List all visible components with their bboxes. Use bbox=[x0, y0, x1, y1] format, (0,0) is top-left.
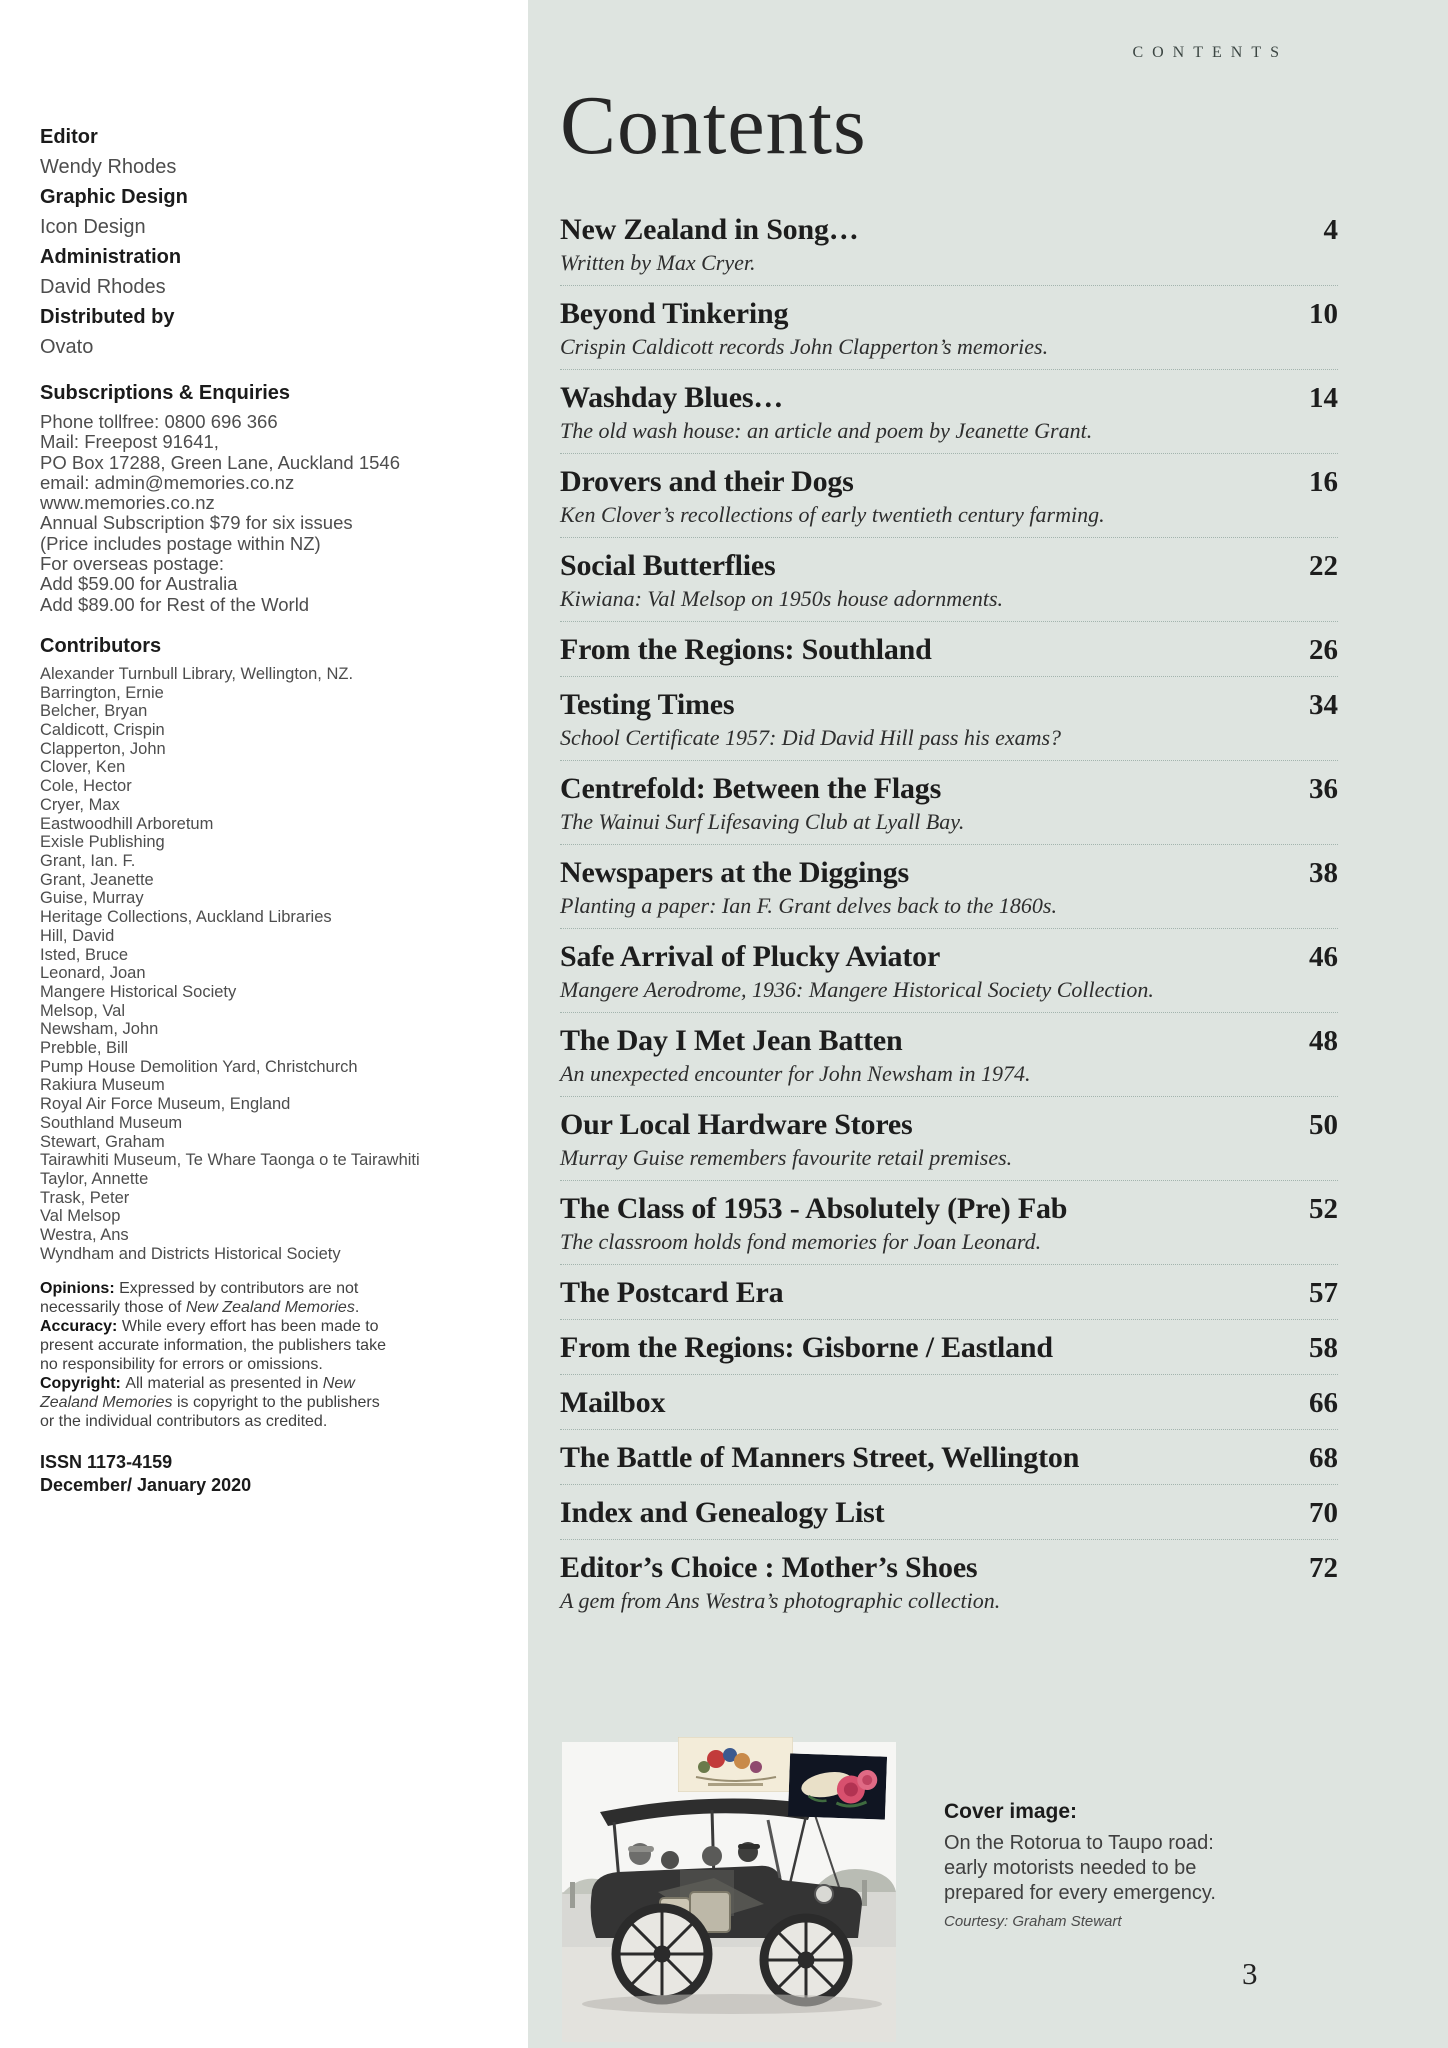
toc-entry-title: The Class of 1953 - Absolutely (Pre) Fab bbox=[560, 1192, 1068, 1225]
toc-entry-row bbox=[560, 1331, 1338, 1365]
toc-entry-row bbox=[560, 549, 1338, 583]
notice-text-segment: Copyright: bbox=[40, 1375, 126, 1393]
toc-entry bbox=[560, 1097, 1338, 1181]
subscription-line: Mail: Freepost 91641, bbox=[40, 431, 219, 453]
contributor-name: Prebble, Bill bbox=[40, 1039, 129, 1058]
toc-entry bbox=[560, 454, 1338, 538]
cover-image-label: Cover image: bbox=[944, 1800, 1078, 1823]
subscription-line: www.memories.co.nz bbox=[40, 492, 215, 514]
contributor-name: Isted, Bruce bbox=[40, 945, 129, 964]
issue-date: December/ January 2020 bbox=[40, 1475, 252, 1496]
toc-entry-subtitle: Planting a paper: Ian F. Grant delves back to the 1860s. bbox=[560, 893, 1057, 918]
toc-entry-title: The Battle of Manners Street, Wellington bbox=[560, 1441, 1080, 1474]
toc-entry-title: Social Butterflies bbox=[560, 549, 776, 582]
notice-text-segment: New Zealand Memories bbox=[40, 1375, 355, 1412]
contributor-name: Southland Museum bbox=[40, 1113, 183, 1132]
toc-entry bbox=[560, 929, 1338, 1013]
notice-text-segment: is copyright to the publishers or the individual contributors as credited. bbox=[40, 1394, 380, 1431]
toc-entry-page-number: 4 bbox=[1323, 214, 1338, 246]
toc-entry-list bbox=[560, 202, 1338, 1623]
toc-entry-page-number: 50 bbox=[1309, 1109, 1338, 1141]
toc-entry bbox=[560, 1265, 1338, 1320]
legal-notice-paragraph bbox=[40, 1317, 388, 1374]
subscription-line: Annual Subscription $79 for six issues bbox=[40, 512, 353, 534]
toc-entry-title: From the Regions: Gisborne / Eastland bbox=[560, 1331, 1053, 1364]
legal-notices bbox=[40, 1279, 388, 1431]
masthead-person-name: Wendy Rhodes bbox=[40, 156, 177, 178]
toc-entry-row bbox=[560, 1108, 1338, 1142]
cover-image-description: On the Rotorua to Taupo road: early motorists needed to be prepared for every emergency. bbox=[944, 1832, 1216, 1904]
toc-entry bbox=[560, 538, 1338, 622]
toc-entry-subtitle: Written by Max Cryer. bbox=[560, 250, 756, 275]
toc-entry-row bbox=[560, 1441, 1338, 1475]
toc-entry-row bbox=[560, 688, 1338, 722]
toc-entry-title: The Day I Met Jean Batten bbox=[560, 1024, 903, 1057]
toc-entry-page-number: 57 bbox=[1309, 1277, 1338, 1309]
legal-notice-paragraph bbox=[40, 1374, 388, 1431]
toc-entry-row bbox=[560, 297, 1338, 331]
toc-entry bbox=[560, 286, 1338, 370]
cover-image-caption bbox=[944, 1800, 1274, 1930]
notice-text-segment: New Zealand Memories bbox=[185, 1299, 355, 1317]
toc-entry-page-number: 58 bbox=[1309, 1332, 1338, 1364]
contributors-list bbox=[40, 665, 500, 1264]
toc-entry-subtitle: A gem from Ans Westra’s photographic collection. bbox=[560, 1588, 1001, 1613]
toc-entry-page-number: 52 bbox=[1309, 1193, 1338, 1225]
toc-entry bbox=[560, 1430, 1338, 1485]
masthead-role-label: Distributed by bbox=[40, 306, 175, 328]
cover-image-credit: Courtesy: Graham Stewart bbox=[944, 1913, 1122, 1930]
toc-entry-subtitle: Mangere Aerodrome, 1936: Mangere Historical Society Collection. bbox=[560, 977, 1154, 1002]
contributor-name: Leonard, Joan bbox=[40, 964, 146, 983]
subscription-line: email: admin@memories.co.nz bbox=[40, 471, 295, 493]
notice-text-segment: All material as presented in bbox=[125, 1375, 323, 1393]
masthead-person-name: Ovato bbox=[40, 336, 94, 358]
contributor-name: Alexander Turnbull Library, Wellington, NZ. bbox=[40, 664, 354, 683]
toc-entry-row bbox=[560, 940, 1338, 974]
contributor-name: Trask, Peter bbox=[40, 1188, 130, 1207]
contributor-name: Tairawhiti Museum, Te Whare Taonga o te Tairawhiti bbox=[40, 1151, 420, 1170]
contributor-name: Cryer, Max bbox=[40, 795, 120, 814]
contributor-name: Westra, Ans bbox=[40, 1226, 129, 1245]
toc-entry-title: Safe Arrival of Plucky Aviator bbox=[560, 940, 941, 973]
toc-entry-page-number: 22 bbox=[1309, 550, 1338, 582]
toc-entry-title: Mailbox bbox=[560, 1386, 666, 1419]
contributors-heading: Contributors bbox=[40, 634, 162, 657]
toc-entry bbox=[560, 1485, 1338, 1540]
toc-entry bbox=[560, 677, 1338, 761]
toc-entry-title: Index and Genealogy List bbox=[560, 1496, 885, 1529]
roses-postcard-art bbox=[788, 1753, 887, 1819]
masthead-role-label: Administration bbox=[40, 246, 182, 268]
toc-entry-row bbox=[560, 772, 1338, 806]
contributor-name: Val Melsop bbox=[40, 1207, 121, 1226]
toc-entry-page-number: 16 bbox=[1309, 466, 1338, 498]
toc-entry-title: New Zealand in Song… bbox=[560, 213, 859, 246]
issue-info bbox=[40, 1451, 500, 1497]
table-of-contents bbox=[560, 80, 1338, 1623]
notice-text-segment: Expressed by contributors are not necessarily those of bbox=[40, 1280, 359, 1317]
toc-entry bbox=[560, 1375, 1338, 1430]
contributor-name: Wyndham and Districts Historical Society bbox=[40, 1244, 341, 1263]
toc-entry bbox=[560, 622, 1338, 677]
toc-entry-subtitle: The classroom holds fond memories for Joan Leonard. bbox=[560, 1229, 1042, 1254]
notice-text-segment: . bbox=[354, 1299, 360, 1317]
toc-entry-title: Newspapers at the Diggings bbox=[560, 856, 909, 889]
toc-entry-row bbox=[560, 465, 1338, 499]
contributor-name: Grant, Ian. F. bbox=[40, 852, 136, 870]
subscription-line: For overseas postage: bbox=[40, 553, 225, 575]
toc-entry-page-number: 48 bbox=[1309, 1025, 1338, 1057]
toc-entry-title: Beyond Tinkering bbox=[560, 297, 789, 330]
toc-entry-title: Drovers and their Dogs bbox=[560, 465, 854, 498]
masthead-role-label: Graphic Design bbox=[40, 186, 188, 208]
toc-entry bbox=[560, 1181, 1338, 1265]
toc-entry-row bbox=[560, 1551, 1338, 1585]
contributor-name: Clapperton, John bbox=[40, 739, 166, 758]
toc-entry-subtitle: Murray Guise remembers favourite retail premises. bbox=[560, 1145, 1013, 1170]
toc-entry bbox=[560, 1540, 1338, 1623]
toc-entry-row bbox=[560, 381, 1338, 415]
subscription-line: Add $59.00 for Australia bbox=[40, 573, 238, 595]
toc-entry bbox=[560, 370, 1338, 454]
toc-entry-subtitle: School Certificate 1957: Did David Hill pass his exams? bbox=[560, 725, 1062, 750]
toc-entry-page-number: 14 bbox=[1309, 382, 1338, 414]
toc-entry-row bbox=[560, 1024, 1338, 1058]
toc-entry-title: Washday Blues… bbox=[560, 381, 784, 414]
contributor-name: Newsham, John bbox=[40, 1020, 159, 1039]
toc-entry-row bbox=[560, 1192, 1338, 1226]
toc-entry-row bbox=[560, 213, 1338, 247]
toc-entry-page-number: 72 bbox=[1309, 1552, 1338, 1584]
notice-text-segment: While every effort has been made to present accurate information, the publishers take no responsibility for errors or omissions. bbox=[40, 1318, 386, 1374]
toc-entry-row bbox=[560, 633, 1338, 667]
toc-entry-subtitle: Ken Clover’s recollections of early twentieth century farming. bbox=[560, 502, 1105, 527]
toc-entry-page-number: 26 bbox=[1309, 634, 1338, 666]
masthead-role-label: Editor bbox=[40, 126, 98, 148]
toc-entry-row bbox=[560, 1496, 1338, 1530]
toc-entry-page-number: 10 bbox=[1309, 298, 1338, 330]
masthead-person-name: Icon Design bbox=[40, 216, 146, 238]
contributor-name: Barrington, Ernie bbox=[40, 683, 164, 702]
toc-entry-title: From the Regions: Southland bbox=[560, 633, 932, 666]
toc-entry-row bbox=[560, 1276, 1338, 1310]
children-postcard-art bbox=[678, 1737, 793, 1792]
notice-text-segment: Accuracy: bbox=[40, 1318, 122, 1336]
contributor-name: Guise, Murray bbox=[40, 889, 144, 908]
contributor-name: Mangere Historical Society bbox=[40, 982, 237, 1001]
toc-entry-page-number: 70 bbox=[1309, 1497, 1338, 1529]
subscription-line: (Price includes postage within NZ) bbox=[40, 532, 321, 554]
roses-postcard bbox=[788, 1753, 887, 1819]
toc-entry bbox=[560, 761, 1338, 845]
toc-entry-page-number: 38 bbox=[1309, 857, 1338, 889]
masthead-column bbox=[40, 122, 500, 1497]
masthead bbox=[40, 122, 500, 362]
contributor-name: Stewart, Graham bbox=[40, 1132, 165, 1151]
contributor-name: Taylor, Annette bbox=[40, 1169, 149, 1188]
subscription-line: Add $89.00 for Rest of the World bbox=[40, 593, 310, 615]
page-header-kicker: CONTENTS bbox=[1132, 44, 1288, 61]
contributor-name: Eastwoodhill Arboretum bbox=[40, 814, 214, 833]
contributor-name: Exisle Publishing bbox=[40, 833, 165, 852]
masthead-person-name: David Rhodes bbox=[40, 276, 166, 298]
contributor-name: Grant, Jeanette bbox=[40, 870, 154, 889]
subscription-line: PO Box 17288, Green Lane, Auckland 1546 bbox=[40, 451, 400, 473]
contributor-name: Heritage Collections, Auckland Libraries bbox=[40, 908, 332, 927]
contributor-name: Hill, David bbox=[40, 926, 115, 945]
subscriptions-info bbox=[40, 412, 500, 615]
contributor-name: Caldicott, Crispin bbox=[40, 721, 165, 740]
contributor-name: Cole, Hector bbox=[40, 777, 132, 796]
toc-entry-subtitle: Crispin Caldicott records John Clapperton’s memories. bbox=[560, 334, 1049, 359]
toc-entry-title: Our Local Hardware Stores bbox=[560, 1108, 913, 1141]
toc-entry-title: Testing Times bbox=[560, 688, 735, 721]
toc-entry bbox=[560, 202, 1338, 286]
contributor-name: Royal Air Force Museum, England bbox=[40, 1095, 291, 1114]
toc-entry-subtitle: An unexpected encounter for John Newsham in 1974. bbox=[560, 1061, 1031, 1086]
subscription-line: Phone tollfree: 0800 696 366 bbox=[40, 411, 278, 432]
toc-entry bbox=[560, 845, 1338, 929]
page-title: Contents bbox=[560, 79, 867, 172]
toc-entry-page-number: 66 bbox=[1309, 1387, 1338, 1419]
page-number: 3 bbox=[1242, 1956, 1258, 1991]
toc-entry-title: The Postcard Era bbox=[560, 1276, 784, 1309]
notice-text-segment: Opinions: bbox=[40, 1280, 120, 1298]
contributor-name: Pump House Demolition Yard, Christchurch bbox=[40, 1057, 358, 1076]
toc-entry bbox=[560, 1013, 1338, 1097]
toc-entry-row bbox=[560, 856, 1338, 890]
toc-entry-page-number: 46 bbox=[1309, 941, 1338, 973]
contributor-name: Rakiura Museum bbox=[40, 1076, 165, 1095]
toc-entry-subtitle: The old wash house: an article and poem by Jeanette Grant. bbox=[560, 418, 1093, 443]
toc-entry-subtitle: Kiwiana: Val Melsop on 1950s house adornments. bbox=[560, 586, 1004, 611]
toc-entry-page-number: 34 bbox=[1309, 689, 1338, 721]
contributor-name: Clover, Ken bbox=[40, 758, 126, 777]
contributor-name: Melsop, Val bbox=[40, 1001, 125, 1020]
toc-entry bbox=[560, 1320, 1338, 1375]
toc-entry-title: Centrefold: Between the Flags bbox=[560, 772, 942, 805]
toc-entry-subtitle: The Wainui Surf Lifesaving Club at Lyall Bay. bbox=[560, 809, 965, 834]
holiday-postcard-illustration bbox=[678, 1737, 793, 1792]
toc-entry-page-number: 36 bbox=[1309, 773, 1338, 805]
contributor-name: Belcher, Bryan bbox=[40, 702, 148, 721]
subscriptions-heading: Subscriptions & Enquiries bbox=[40, 382, 291, 404]
toc-entry-row bbox=[560, 1386, 1338, 1420]
toc-entry-title: Editor’s Choice : Mother’s Shoes bbox=[560, 1551, 978, 1584]
toc-entry-page-number: 68 bbox=[1309, 1442, 1338, 1474]
issn-number: ISSN 1173-4159 bbox=[40, 1452, 173, 1473]
legal-notice-paragraph bbox=[40, 1279, 388, 1317]
